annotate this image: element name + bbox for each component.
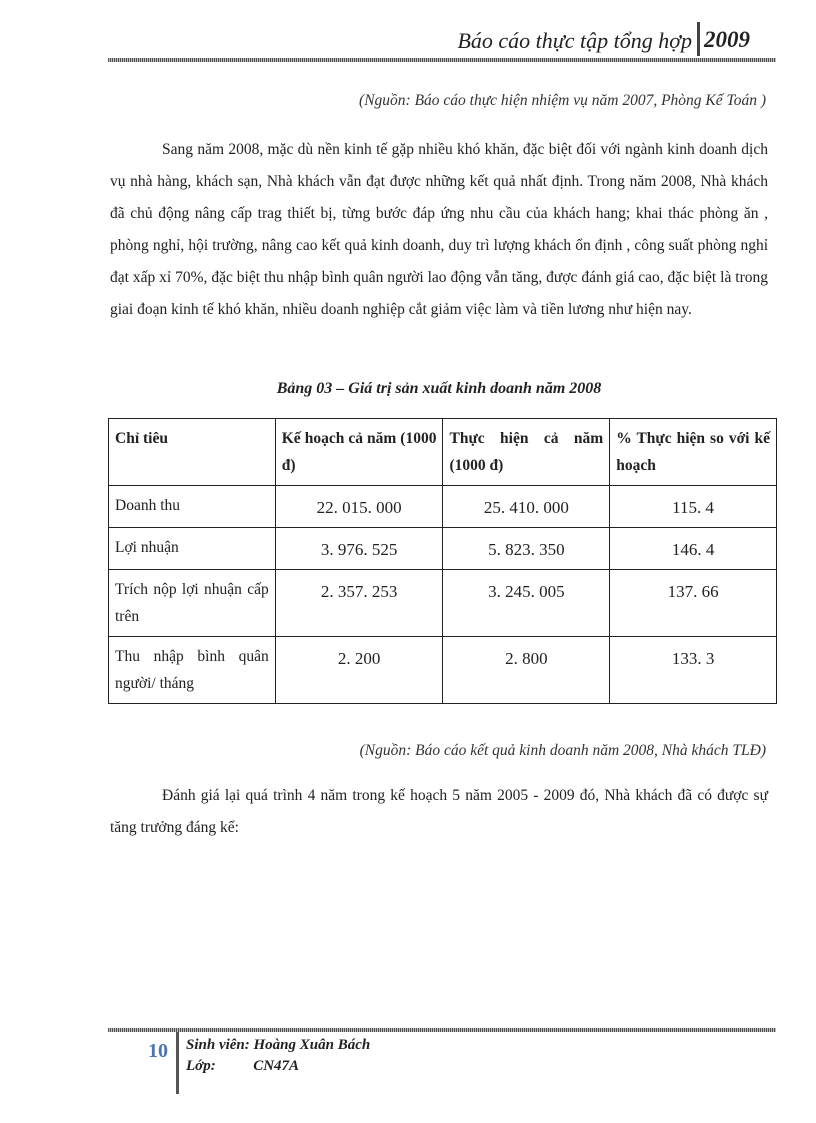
table-row bbox=[109, 570, 777, 637]
table-cell: 2. 800 bbox=[443, 637, 610, 704]
footer-class-label: Lớp: bbox=[186, 1058, 216, 1074]
table-cell: 2. 200 bbox=[275, 637, 443, 704]
header-year: 2009 bbox=[704, 27, 750, 52]
table-row bbox=[109, 637, 777, 704]
table-cell: 5. 823. 350 bbox=[443, 528, 610, 570]
table-cell-label: Thu nhập bình quân người/ tháng bbox=[109, 637, 276, 704]
table-cell: 2. 357. 253 bbox=[275, 570, 443, 637]
table-cell: 115. 4 bbox=[610, 486, 777, 528]
page-header bbox=[108, 20, 776, 58]
table-header-cell: Thực hiện cả năm (1000 đ) bbox=[443, 419, 610, 486]
header-title: Báo cáo thực tập tổng hợp bbox=[457, 28, 692, 53]
header-rule bbox=[108, 58, 776, 62]
table-cell: 25. 410. 000 bbox=[443, 486, 610, 528]
table-cell-label: Doanh thu bbox=[109, 486, 276, 528]
table-row bbox=[109, 528, 777, 570]
table-header-cell: % Thực hiện so với kế hoạch bbox=[610, 419, 777, 486]
table-cell-label: Trích nộp lợi nhuận cấp trên bbox=[109, 570, 276, 637]
body-paragraph-2: Đánh giá lại quá trình 4 năm trong kế hoạch 5 năm 2005 - 2009 đó, Nhà khách đã có được sự tăng trưởng đáng kể: bbox=[110, 787, 768, 836]
table-header-row bbox=[109, 419, 777, 486]
source-note-table: (Nguồn: Báo cáo kết quả kinh doanh năm 2008, Nhà khách TLĐ) bbox=[359, 742, 766, 759]
table-cell: 137. 66 bbox=[610, 570, 777, 637]
table-title: Bảng 03 – Giá trị sản xuất kinh doanh năm 2008 bbox=[276, 380, 602, 397]
footer-student: Sinh viên: Hoàng Xuân Bách bbox=[186, 1037, 371, 1053]
table-cell: 22. 015. 000 bbox=[275, 486, 443, 528]
footer-class bbox=[186, 1058, 299, 1075]
table-cell: 146. 4 bbox=[610, 528, 777, 570]
source-note-top: (Nguồn: Báo cáo thực hiện nhiệm vụ năm 2007, Phòng Kế Toán ) bbox=[359, 92, 766, 109]
data-table bbox=[108, 418, 777, 704]
table-cell: 133. 3 bbox=[610, 637, 777, 704]
table-cell-label: Lợi nhuận bbox=[109, 528, 276, 570]
footer-separator bbox=[176, 1032, 179, 1094]
header-separator bbox=[697, 22, 700, 56]
body-paragraph-1: Sang năm 2008, mặc dù nền kinh tế gặp nhiều khó khăn, đặc biệt đối với ngành kinh doanh dịch vụ nhà hàng, khách sạn, Nhà khách vẫn đạt được những kết quả nhất định. Trong năm 2008, Nhà khách đã chủ động nâng cấp trag thiết bị, từng bước đáp ứng nhu cầu của khách hang; khai thác phòng ăn , phòng nghỉ, hội trường, nâng cao kết quả kinh doanh, duy trì lượng khách ổn định , công suất phòng nghỉ đạt xấp xỉ 70%, đặc biệt thu nhập bình quân người lao động vẫn tăng, được đánh giá cao, đặc biệt là trong giai đoạn kinh tế khó khăn, nhiều doanh nghiệp cắt giảm việc làm và tiền lương như hiện nay. bbox=[110, 141, 768, 318]
table-cell: 3. 245. 005 bbox=[443, 570, 610, 637]
page-number: 10 bbox=[148, 1040, 168, 1062]
table-header-cell: Kế hoạch cả năm (1000 đ) bbox=[275, 419, 443, 486]
table-row bbox=[109, 486, 777, 528]
footer-rule bbox=[108, 1028, 776, 1032]
table-header-cell: Chỉ tiêu bbox=[109, 419, 276, 486]
footer-class-value: CN47A bbox=[253, 1058, 300, 1074]
table-cell: 3. 976. 525 bbox=[275, 528, 443, 570]
